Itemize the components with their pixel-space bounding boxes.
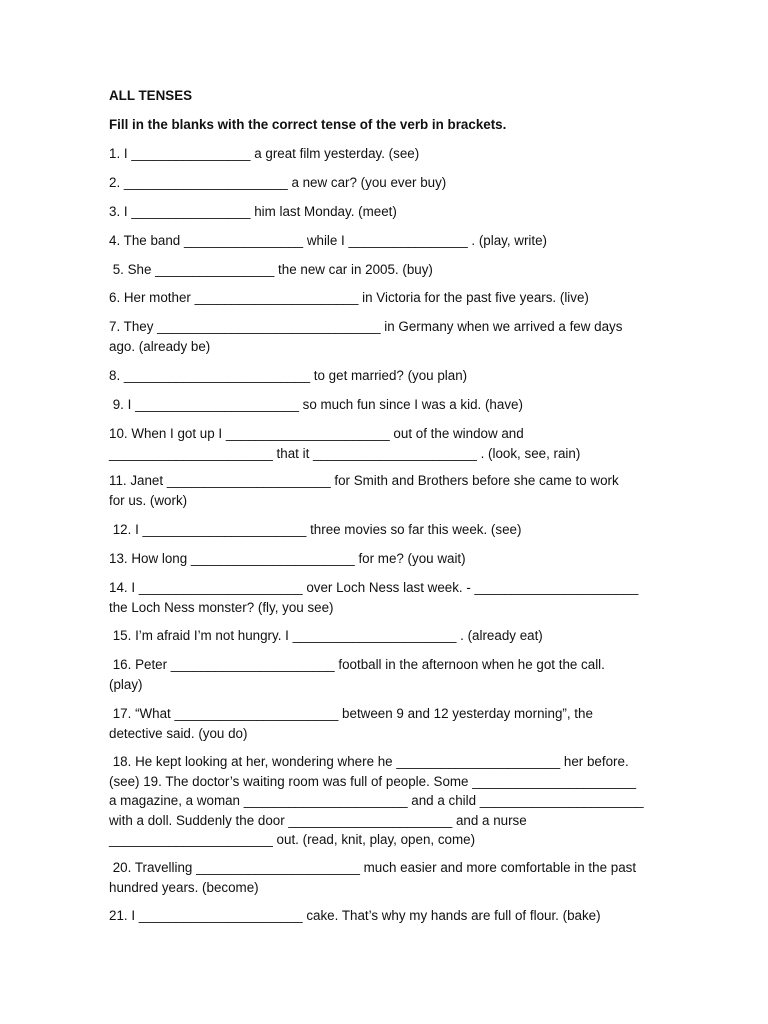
exercise-item-18-19 [109, 752, 669, 850]
exercise-item-1 [109, 144, 669, 164]
exercise-item-8 [109, 366, 669, 386]
exercise-line: 18. He kept looking at her, wondering where he ______________________ her before. [109, 754, 629, 769]
exercise-line: 1. I ________________ a great film yesterday. (see) [109, 146, 420, 161]
exercise-line: with a doll. Suddenly the door ______________________ and a nurse [109, 812, 527, 828]
worksheet-instruction: Fill in the blanks with the correct tense of the verb in brackets. [109, 117, 507, 132]
exercise-line: 2. ______________________ a new car? (you ever buy) [109, 175, 447, 190]
exercise-item-9 [109, 395, 669, 415]
exercise-line: hundred years. (become) [109, 879, 259, 895]
exercise-line: 21. I ______________________ cake. That’s why my hands are full of flour. (bake) [109, 908, 601, 923]
exercise-line: 10. When I got up I ______________________ out of the window and [109, 426, 524, 441]
exercise-line: 17. “What ______________________ between 9 and 12 yesterday morning”, the [109, 706, 593, 721]
exercise-item-3 [109, 202, 669, 222]
exercise-line: detective said. (you do) [109, 725, 248, 741]
exercise-item-5 [109, 260, 669, 280]
exercise-item-15 [109, 626, 669, 646]
exercise-item-20 [109, 858, 669, 897]
worksheet-title: ALL TENSES [109, 88, 193, 103]
exercise-line: for us. (work) [109, 492, 188, 508]
exercise-line: a magazine, a woman ______________________ and a child ______________________ [109, 793, 644, 808]
exercise-line: ______________________ out. (read, knit, play, open, come) [109, 832, 476, 847]
exercise-item-13 [109, 549, 669, 569]
exercise-line: the Loch Ness monster? (fly, you see) [109, 599, 334, 615]
exercise-line: 20. Travelling ______________________ much easier and more comfortable in the past [109, 860, 637, 875]
exercise-line: 12. I ______________________ three movies so far this week. (see) [109, 522, 522, 537]
exercise-line: ago. (already be) [109, 338, 211, 354]
exercise-line: 13. How long ______________________ for me? (you wait) [109, 551, 466, 566]
exercise-item-11 [109, 471, 669, 510]
exercise-line: 15. I’m afraid I’m not hungry. I ______________________ . (already eat) [109, 628, 543, 643]
exercise-item-14 [109, 578, 669, 617]
exercise-item-16 [109, 655, 669, 694]
exercise-item-4 [109, 231, 669, 251]
exercise-line: 11. Janet ______________________ for Smith and Brothers before she came to work [109, 473, 619, 488]
exercise-line: 5. She ________________ the new car in 2005. (buy) [109, 262, 433, 277]
exercise-line: (see) 19. The doctor’s waiting room was full of people. Some ______________________ [109, 773, 637, 789]
exercise-item-7 [109, 317, 669, 356]
exercise-line: 9. I ______________________ so much fun since I was a kid. (have) [109, 397, 523, 412]
exercise-item-21 [109, 906, 669, 926]
exercise-item-12 [109, 520, 669, 540]
exercise-line: 4. The band ________________ while I ________________ . (play, write) [109, 233, 548, 248]
exercise-item-6 [109, 288, 669, 308]
exercise-line: (play) [109, 676, 143, 692]
exercise-line: 14. I ______________________ over Loch Ness last week. - ______________________ [109, 580, 639, 595]
exercise-item-2 [109, 173, 669, 193]
exercise-item-10 [109, 424, 669, 463]
exercise-line: 6. Her mother ______________________ in Victoria for the past five years. (live) [109, 290, 589, 305]
exercise-item-17 [109, 704, 669, 743]
exercise-line: 8. _________________________ to get married? (you plan) [109, 368, 468, 383]
exercise-line: 16. Peter ______________________ football in the afternoon when he got the call. [109, 657, 605, 672]
exercise-line: 3. I ________________ him last Monday. (meet) [109, 204, 397, 219]
exercise-line: 7. They ______________________________ in Germany when we arrived a few days [109, 319, 623, 334]
exercise-line: ______________________ that it ______________________ . (look, see, rain) [109, 445, 581, 461]
